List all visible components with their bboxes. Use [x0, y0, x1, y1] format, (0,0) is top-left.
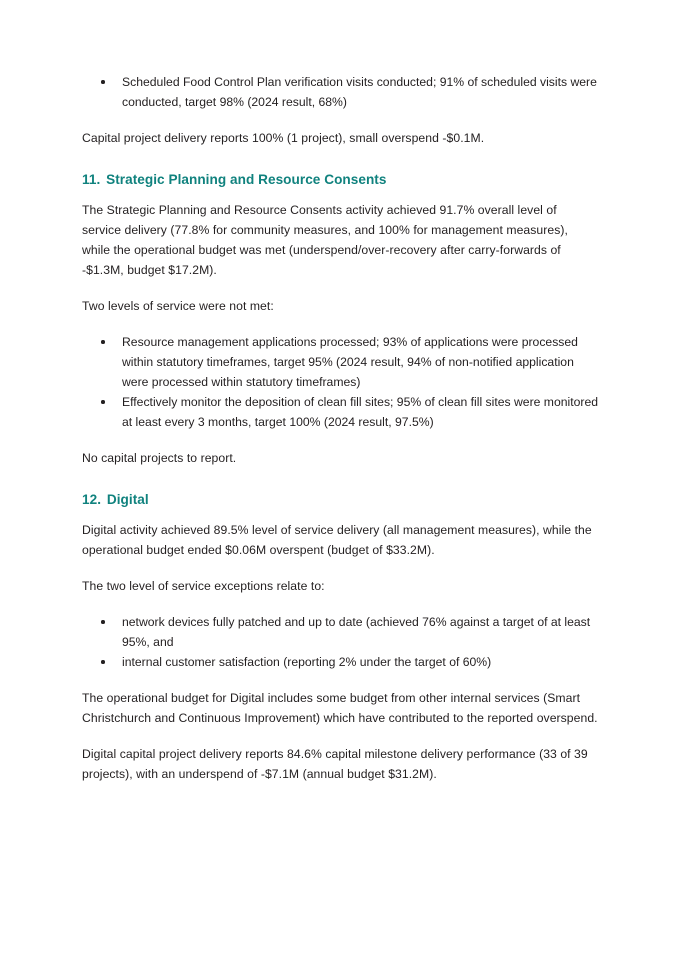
spacer [82, 432, 598, 448]
section-12-lead-in: The two level of service exceptions relate to: [82, 579, 325, 593]
section-heading-12 [82, 490, 598, 509]
section-heading-11 [82, 170, 598, 189]
section-11-intro-paragraph: The Strategic Planning and Resource Consents activity achieved 91.7% overall level of service delivery (77.8% for community measures, and 100% for management measures), while the operational budget was met (underspend/over-recovery after carry-forwards of -$1.3M, budget $17.2M). [82, 203, 568, 277]
list-item-text: internal customer satisfaction (reporting 2% under the target of 60%) [122, 655, 492, 669]
section-title: Digital [106, 492, 149, 507]
section-number: 11. [82, 172, 101, 187]
bullet-dot-icon [101, 400, 105, 404]
bullet-dot-icon [101, 660, 105, 664]
carryover-bullet-list [82, 72, 598, 112]
list-item [82, 72, 598, 112]
section-12-note-paragraph: The operational budget for Digital includes some budget from other internal services (Smart Christchurch and Continuous Improvement) which have contributed to the reported overspend. [82, 691, 598, 725]
spacer [82, 560, 598, 576]
bullet-dot-icon [101, 80, 105, 84]
spacer [82, 596, 598, 612]
section-11-lead-in: Two levels of service were not met: [82, 299, 274, 313]
spacer [82, 148, 598, 170]
spacer [82, 189, 598, 200]
list-item-text: network devices fully patched and up to date (achieved 76% against a target of at least 95%, and [122, 615, 591, 649]
page-content [82, 72, 598, 784]
section-12-bullet-list [82, 612, 598, 672]
list-item [82, 392, 598, 432]
list-item-text: Scheduled Food Control Plan verification visits conducted; 91% of scheduled visits were conducted, target 98% (2024 result, 68%) [122, 75, 597, 109]
spacer [82, 280, 598, 296]
spacer [82, 509, 598, 520]
section-12-intro-paragraph: Digital activity achieved 89.5% level of service delivery (all management measures), while the operational budget ended $0.06M overspent (budget of $33.2M). [82, 523, 592, 557]
spacer [82, 316, 598, 332]
list-item-text: Resource management applications processed; 93% of applications were processed within statutory timeframes, target 95% (2024 result, 94% of non-notified application were processed within statutory timeframes) [122, 335, 578, 389]
section-12-capital-paragraph: Digital capital project delivery reports 84.6% capital milestone delivery performance (33 of 39 projects), with an underspend of -$7.1M (annual budget $31.2M). [82, 747, 588, 781]
capital-project-paragraph: Capital project delivery reports 100% (1 project), small overspend -$0.1M. [82, 131, 485, 145]
bullet-dot-icon [101, 620, 105, 624]
section-11-closing-paragraph: No capital projects to report. [82, 451, 237, 465]
spacer [82, 728, 598, 744]
list-item [82, 652, 598, 672]
list-item-text: Effectively monitor the deposition of clean fill sites; 95% of clean fill sites were monitored at least every 3 months, target 100% (2024 result, 97.5%) [122, 395, 598, 429]
section-number: 12. [82, 492, 102, 507]
list-item [82, 612, 598, 652]
spacer [82, 672, 598, 688]
spacer [82, 112, 598, 128]
bullet-dot-icon [101, 340, 105, 344]
section-11-bullet-list [82, 332, 598, 432]
spacer [82, 468, 598, 490]
list-item [82, 332, 598, 392]
section-title: Strategic Planning and Resource Consents [106, 172, 387, 187]
